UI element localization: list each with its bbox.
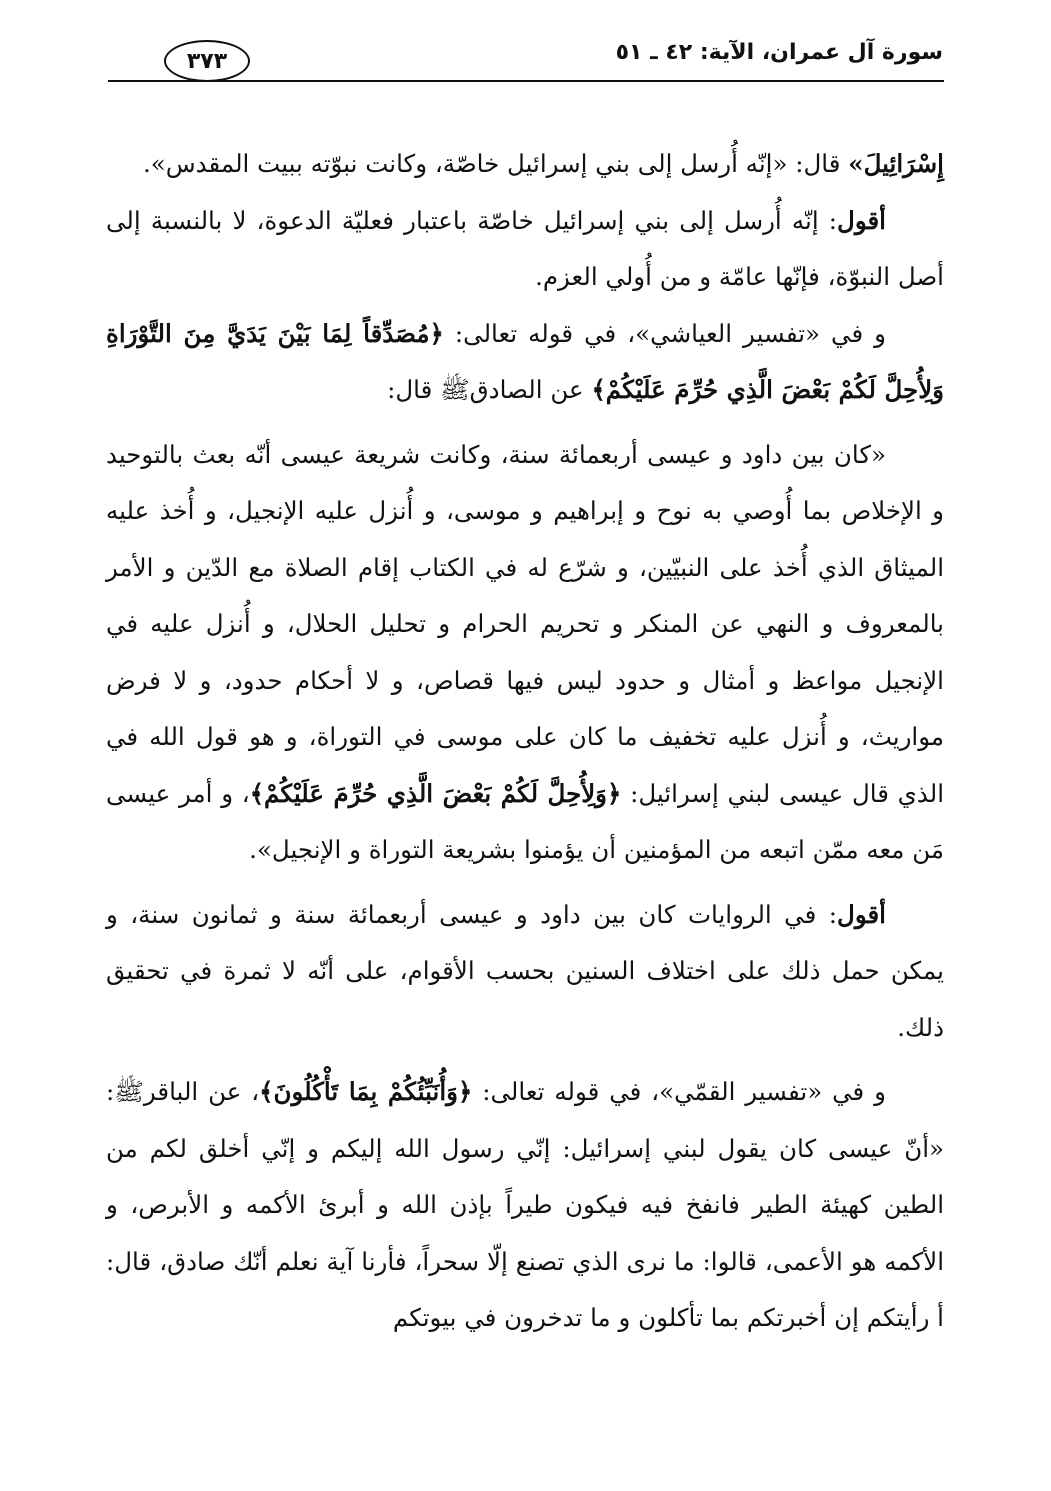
paragraph-text: ، عن الباقرﷺ: «أنّ عيسى كان يقول لبني إسرائيل: إنّي رسول الله إليكم و إنّي أخلق لكم من الطين كهيئة الطير فانفخ فيه فيكون طيراً بإذن الله و أبرئ الأكمه و الأبرص، و الأكمه هو الأعمى، قالوا: ما نرى الذي تصنع إلّا سحراً، فأرنا آية نعلم أنّك صادق، قال: أ رأيتكم إن أخبرتكم بما تأكلون و ما تدخرون في بيوتكم	[106, 1077, 944, 1332]
running-head: سورة آل عمران، الآية: ٤٢ ـ ٥١	[615, 40, 943, 65]
page-number: ٣٧٣	[164, 40, 250, 82]
paragraph-text: «كان بين داود و عيسى أربعمائة سنة، وكانت شريعة عيسى أنّه بعث بالتوحيد و الإخلاص بما أُوصي به نوح و إبراهيم و موسى، و أُنزل عليه الإنجيل، و أُخذ عليه الميثاق الذي أُخذ على النبيّين، و شرّع له في الكتاب إقام الصلاة مع الدّين و الأمر بالمعروف و النهي عن المنكر و تحريم الحرام و تحليل الحلال، و أُنزل عليه في الإنجيل مواعظ و أمثال و حدود ليس فيها قصاص، و لا أحكام حدود، و لا فرض مواريث، و أُنزل عليه تخفيف ما كان على موسى في التوراة، و هو قول الله في الذي قال عيسى لبني إسرائيل:	[106, 439, 944, 808]
lead-word: أقول	[837, 899, 886, 929]
paragraph-text: و في «تفسير القمّي»، في قوله تعالى:	[472, 1077, 886, 1106]
lead-word: أقول	[837, 205, 886, 235]
quran-quote: إِسْرَائِيلَ»	[848, 149, 944, 178]
paragraph-4	[106, 427, 944, 879]
paragraph-2	[106, 193, 944, 306]
paragraph-text: ، و أمر عيسى مَن معه ممّن اتبعه من المؤمنين أن يؤمنوا بشريعة التوراة و الإنجيل».	[106, 778, 944, 864]
header-rule	[108, 80, 944, 82]
quran-quote: ﴿وَأُنَبِّئُكُمْ بِمَا تَأْكُلُونَ﴾	[259, 1077, 473, 1106]
paragraph-5	[106, 887, 944, 1057]
quran-quote: ﴿وَلِأُحِلَّ لَكُمْ بَعْضَ الَّذِي حُرِّمَ عَلَيْكُمْ﴾	[249, 778, 622, 808]
paragraph-1	[106, 136, 944, 193]
paragraph-text: و في «تفسير العياشي»، في قوله تعالى:	[443, 318, 886, 348]
paragraph-text: قال: «إنّه أُرسل إلى بني إسرائيل خاصّة، وكانت نبوّته ببيت المقدس».	[142, 149, 849, 178]
paragraph-6	[106, 1064, 944, 1347]
paragraph-text: عن الصادقﷺ قال:	[387, 375, 592, 404]
paragraph-text: : في الروايات كان بين داود و عيسى أربعمائة سنة و ثمانون سنة، و يمكن حمل ذلك على اختلاف السنين بحسب الأقوام، على أنّه لا ثمرة في تحقيق ذلك.	[106, 899, 944, 1042]
paragraph-3	[106, 306, 944, 419]
paragraph-text: : إنّه أُرسل إلى بني إسرائيل خاصّة باعتبار فعليّة الدعوة، لا بالنسبة إلى أصل النبوّة، فإنّها عامّة و من أُولي العزم.	[106, 205, 944, 291]
text-column	[106, 136, 944, 1347]
quran-quote: ﴿مُصَدِّقاً لِمَا بَيْنَ يَدَيَّ مِنَ التَّوْرَاةِ وَلِأُحِلَّ لَكُمْ بَعْضَ الَّذِي حُرِّمَ عَلَيْكُمْ﴾	[106, 318, 944, 404]
